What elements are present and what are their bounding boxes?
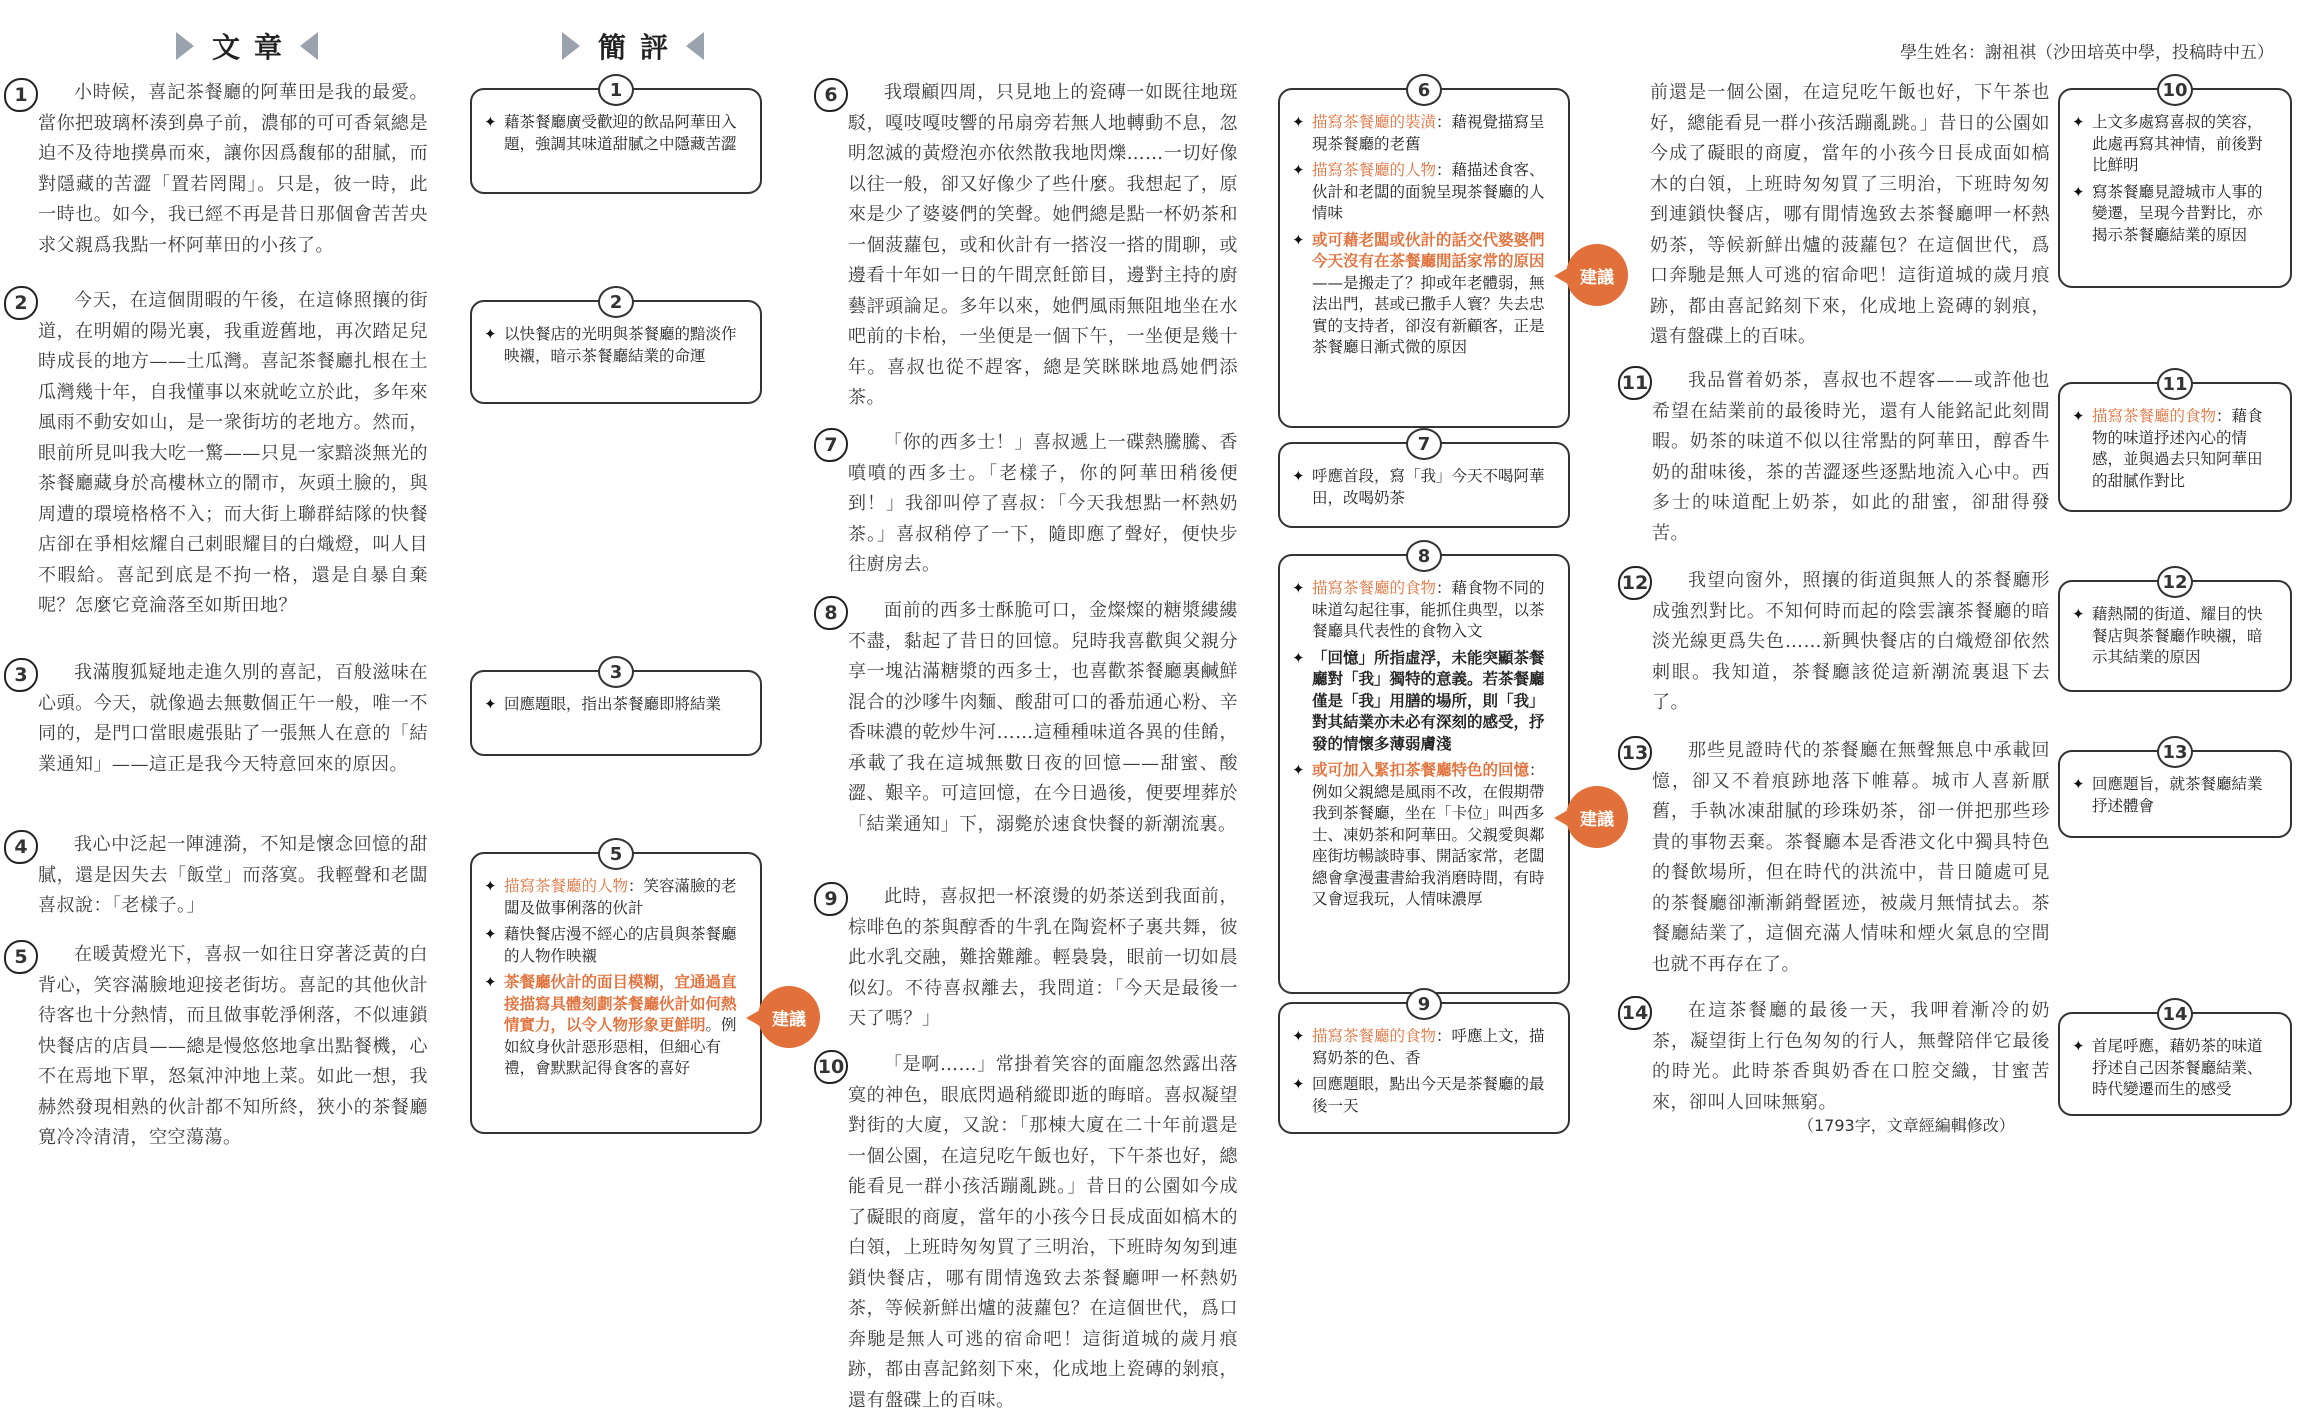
comment-point: ✦ 描寫茶餐廳的人物：笑容滿臉的老闆及做事俐落的伙計 [484, 876, 746, 919]
paragraph-number: 13 [1618, 736, 1652, 770]
comment-point: ✦ 回應題眼，指出茶餐廳即將結業 [484, 694, 746, 716]
paragraph-number: 6 [814, 78, 848, 112]
paragraph-8 [814, 596, 1238, 840]
comment-point: ✦ 描寫茶餐廳的食物：藉食物的味道抒述內心的情感，並與過去只知阿華田的甜膩作對比 [2072, 406, 2276, 492]
paragraph-text: 在暖黃燈光下，喜叔一如往日穿著泛黃的白背心，笑容滿臉地迎接老街坊。喜記的其他伙計待客也十分熱情，而且做事乾淨俐落，不似連鎖快餐店的店員——總是慢悠悠地拿出點餐機，心不在焉地下單，怒氣沖沖地上菜。如此一想，我赫然發現相熟的伙計都不知所終，狹小的茶餐廳寛冷冷清清，空空蕩蕩。 [38, 944, 428, 1148]
comment-7 [1278, 433, 1570, 528]
comment-point: ✦ 藉快餐店漫不經心的店員與茶餐廳的人物作映襯 [484, 924, 746, 967]
paragraph-14 [1618, 996, 2050, 1118]
paragraph-text: 我滿腹狐疑地走進久別的喜記，百般滋味在心頭。今天，就像過去無數個正午一般，唯一不同的，是門口當眼處張貼了一張無人在意的「結業通知」——這正是我今天特意回來的原因。 [38, 662, 428, 775]
paragraph-4 [4, 830, 428, 922]
comment-point: ✦ 「回憶」所指虛浮，未能突顯茶餐廳對「我」獨特的意義。若茶餐廳僅是「我」用膳的場所，則「我」對其結業亦未必有深刻的感受，抒發的情懷多薄弱膚淺 [1292, 648, 1554, 756]
paragraph-text: 小時候，喜記茶餐廳的阿華田是我的最愛。當你把玻璃杯湊到鼻子前，濃郁的可可香氣總是迫不及待地撲鼻而來，讓你因爲馥郁的甜膩，而對隱藏的苦澀「置若罔聞」。只是，彼一時，此一時也。如今，我已經不再是昔日那個會苦苦央求父親爲我點一杯阿華田的小孩了。 [38, 82, 428, 256]
paragraph-number: 1 [4, 78, 38, 112]
review-header: 簡評 [558, 26, 708, 66]
comment-14 [2058, 1003, 2292, 1116]
comment-number: 14 [2157, 998, 2193, 1030]
paragraph-number: 10 [814, 1050, 848, 1084]
paragraph-11 [1618, 366, 2050, 549]
comment-point: ✦ 或可藉老闆或伙計的話交代婆婆們今天沒有在茶餐廳閒話家常的原因——是搬走了？抑或年老體弱，無法出門，甚或已撒手人寰？失去忠實的支持者，卻沒有新顧客，正是茶餐廳日漸式微的原因 [1292, 230, 1554, 359]
comment-number: 6 [1406, 74, 1442, 106]
paragraph-12 [1618, 566, 2050, 719]
comment-number: 5 [598, 838, 634, 870]
comment-point: ✦ 藉茶餐廳廣受歡迎的飲品阿華田入題，強調其味道甜膩之中隱藏苦澀 [484, 112, 746, 155]
comment-number: 8 [1406, 540, 1442, 572]
paragraph-text: 面前的西多士酥脆可口，金燦燦的糖漿縷縷不盡，黏起了昔日的回憶。兒時我喜歡與父親分享一塊沾滿糖漿的西多士，也喜歡茶餐廳裏鹹鮮混合的沙嗲牛肉麵、酸甜可口的番茄通心粉、辛香味濃的乾炒牛河……這種種味道各異的佳餚，承載了我在這城無數日夜的回憶——甜蜜、酸澀、艱辛。可這回憶，在今日過後，便要埋葬於「結業通知」下，溺斃於速食快餐的新潮流裏。 [848, 600, 1238, 835]
paragraph-number: 11 [1618, 366, 1652, 400]
comment-point: ✦ 回應題旨，就茶餐廳結業抒述體會 [2072, 774, 2276, 817]
paragraph-5 [4, 940, 428, 1154]
paragraph-text: 我望向窗外，照攘的街道與無人的茶餐廳形成強烈對比。不知何時而起的陰雲讓茶餐廳的暗淡光線更爲失色……新興快餐店的白熾燈卻依然刺眼。我知道，茶餐廳該從這新潮流裏退下去了。 [1652, 570, 2050, 713]
comment-number: 10 [2157, 74, 2193, 106]
paragraph-number: 4 [4, 830, 38, 864]
comment-5 [470, 843, 762, 1134]
comment-point: ✦ 描寫茶餐廳的食物：藉食物不同的味道勾起往事，能抓住典型，以茶餐廳具代表性的食物入文 [1292, 578, 1554, 643]
comment-6 [1278, 79, 1570, 428]
comment-number: 13 [2157, 736, 2193, 768]
paragraph-number: 9 [814, 882, 848, 916]
paragraph-6 [814, 78, 1238, 414]
paragraph-13 [1618, 736, 2050, 980]
comment-point: ✦ 藉熱鬧的街道、耀目的快餐店與茶餐廳作映襯，暗示其結業的原因 [2072, 604, 2276, 669]
paragraph-number: 5 [4, 940, 38, 974]
paragraph-number: 7 [814, 428, 848, 462]
paragraph-text: 此時，喜叔把一杯滾燙的奶茶送到我面前，棕啡色的茶與醇香的牛乳在陶瓷杯子裏共舞，彼此水乳交融，難捨難離。輕裊裊，眼前一切如晨似幻。不待喜叔離去，我問道：「今天是最後一天了嗎？」 [848, 886, 1238, 1029]
comment-point: ✦ 上文多處寫喜叔的笑容，此處再寫其神情，前後對比鮮明 [2072, 112, 2276, 177]
comment-point: ✦ 描寫茶餐廳的裝潢：藉視覺描寫呈現茶餐廳的老舊 [1292, 112, 1554, 155]
comment-10 [2058, 79, 2292, 288]
comment-point: ✦ 回應題眼，點出今天是茶餐廳的最後一天 [1292, 1074, 1554, 1117]
paragraph-number: 3 [4, 658, 38, 692]
student-name: 學生姓名：謝祖祺（沙田培英中學，投稿時中五） [1900, 43, 2274, 63]
paragraph-3 [4, 658, 428, 780]
comment-number: 12 [2157, 566, 2193, 598]
paragraph-text: 前還是一個公園，在這兒吃午飯也好，下午茶也好，總能看見一群小孩活蹦亂跳。」昔日的公園如今成了礙眼的商廈，當年的小孩今日長成面如槁木的白領，上班時匆匆買了三明治，下班時匆匆到連鎖快餐店，哪有閒情逸致去茶餐廳呷一杯熱奶茶，等候新鮮出爐的菠蘿包？在這個世代，爲口奔馳是無人可逃的宿命吧！這街道城的歲月痕跡，都由喜記銘刻下來，化成地上瓷磚的剝痕，還有盤碟上的百味。 [1650, 82, 2050, 347]
comment-2 [470, 291, 762, 404]
paragraph-text: 「你的西多士！」喜叔遞上一碟熱騰騰、香噴噴的西多士。「老樣子，你的阿華田稍後便到！」我卻叫停了喜叔：「今天我想點一杯熱奶茶。」喜叔稍停了一下，隨即應了聲好，便快步往廚房去。 [848, 432, 1238, 575]
comment-1 [470, 79, 762, 194]
paragraph-10-continued [1650, 78, 2050, 348]
paragraph-text: 今天，在這個閒暇的午後，在這條照攘的街道，在明媚的陽光裏，我重遊舊地，再次踏足兒時成長的地方——土瓜灣。喜記茶餐廳扎根在土瓜灣幾十年，自我懂事以來就屹立於此，多年來風雨不動安如山，是一衆街坊的老地方。然而，眼前所見叫我大吃一驚——只見一家黯淡無光的茶餐廳藏身於高樓林立的鬧市，灰頭土臉的，與周遭的環境格格不入；而大街上聯群結隊的快餐店卻在爭相炫耀自己刺眼耀目的白熾燈，叫人目不暇給。喜記到底是不拘一格，還是自暴自棄呢？怎麼它竟淪落至如斯田地？ [38, 290, 428, 616]
comment-point: ✦ 或可加入緊扣茶餐廳特色的回憶：例如父親總是風雨不改，在假期帶我到茶餐廳，坐在「卡位」叫西多士、凍奶茶和阿華田。父親愛與鄰座街坊暢談時事、開話家常，老闆總會拿漫畫書給我消磨時間，有時又會逗我玩，人情味濃厚 [1292, 760, 1554, 911]
paragraph-number: 14 [1618, 996, 1652, 1030]
paragraph-number: 8 [814, 596, 848, 630]
paragraph-text: 在這茶餐廳的最後一天，我呷着漸冷的奶茶，凝望街上行色匆匆的行人，無聲陪伴它最後的時光。此時茶香與奶香在口腔交織，甘蜜苦來，卻叫人回味無窮。 [1652, 1000, 2050, 1113]
suggestion-badge: 建議 [1566, 244, 1628, 306]
paragraph-text: 我環顧四周，只見地上的瓷磚一如既往地斑駁，嘎吱嘎吱響的吊扇旁若無人地轉動不息，忽明忽滅的黃燈泡亦依然散我地閃爍……一切好像以往一般，卻又好像少了些什麼。我想起了，原來是少了婆婆們的笑聲。她們總是點一杯奶茶和一個菠蘿包，或和伙計有一搭沒一搭的閒聊，或邊看十年如一日的午間烹飪節目，邊對主持的廚藝評頭論足。多年以來，她們風雨無阻地坐在水吧前的卡枱，一坐便是一個下午，一坐便是幾十年。喜叔也從不趕客，總是笑眯眯地爲她們添茶。 [848, 82, 1238, 408]
comment-number: 9 [1406, 988, 1442, 1020]
comment-number: 1 [598, 74, 634, 106]
paragraph-text: 我品嘗着奶茶，喜叔也不趕客——或許他也希望在結業前的最後時光，還有人能銘記此刻間暇。奶茶的味道不似以往常點的阿華田，醇香牛奶的甜味後，茶的苦澀逐些逐點地流入心中。西多士的味道配上奶茶，如此的甜蜜，卻甜得發苦。 [1652, 370, 2050, 544]
paragraph-text: 那些見證時代的茶餐廳在無聲無息中承載回憶，卻又不着痕跡地落下帷幕。城市人喜新厭舊，手執冰凍甜膩的珍珠奶茶，卻一併把那些珍貴的事物丟棄。茶餐廳本是香港文化中獨具特色的餐飲場所，但在時代的洪流中，昔日隨處可見的茶餐廳卻漸漸銷聲匿迹，被歲月無情拭去。茶餐廳結業了，這個充滿人情味和煙火氣息的空間也就不再存在了。 [1652, 740, 2050, 975]
paragraph-9 [814, 882, 1238, 1035]
paragraph-10 [814, 1050, 1238, 1411]
suggestion-badge: 建議 [1566, 786, 1628, 848]
paragraph-2 [4, 286, 428, 622]
comment-number: 2 [598, 286, 634, 318]
comment-point: ✦ 首尾呼應，藉奶茶的味道抒述自己因茶餐廳結業、時代變遷而生的感受 [2072, 1036, 2276, 1101]
comment-8 [1278, 545, 1570, 994]
comment-3 [470, 661, 762, 756]
comment-number: 3 [598, 656, 634, 688]
comment-number: 11 [2157, 368, 2193, 400]
comment-11 [2058, 373, 2292, 512]
comment-point: ✦ 寫茶餐廳見證城市人事的變遷，呈現今昔對比，亦揭示茶餐廳結業的原因 [2072, 182, 2276, 247]
paragraph-7 [814, 428, 1238, 581]
comment-9 [1278, 993, 1570, 1134]
comment-13 [2058, 741, 2292, 838]
comment-point: ✦ 茶餐廳伙計的面目模糊，宜通過直接描寫具體刻劃茶餐廳伙計如何熱情實力，以令人物形象更鮮明。例如紋身伙計惡形惡相，但細心有禮，會默默記得食客的喜好 [484, 972, 746, 1080]
paragraph-text: 「是啊……」常掛着笑容的面龐忽然露出落寞的神色，眼底閃過稍縱即逝的晦暗。喜叔凝望對街的大廈，又說：「那棟大廈在二十年前還是一個公園，在這兒吃午飯也好，下午茶也好，總能看見一群小孩活蹦亂跳。」昔日的公園如今成了礙眼的商廈，當年的小孩今日長成面如槁木的白領，上班時匆匆買了三明治，下班時匆匆到連鎖快餐店，哪有閒情逸致去茶餐廳呷一杯熱奶茶，等候新鮮出爐的菠蘿包？在這個世代，爲口奔馳是無人可逃的宿命吧！這街道城的歲月痕跡，都由喜記銘刻下來，化成地上瓷磚的剝痕，還有盤碟上的百味。 [848, 1054, 1238, 1411]
paragraph-number: 12 [1618, 566, 1652, 600]
paragraph-1 [4, 78, 428, 261]
suggestion-badge: 建議 [758, 986, 820, 1048]
comment-point: ✦ 以快餐店的光明與茶餐廳的黯淡作映襯，暗示茶餐廳結業的命運 [484, 324, 746, 367]
paragraph-text: 我心中泛起一陣漣漪，不知是懷念回憶的甜膩，還是因失去「飯堂」而落寞。我輕聲和老闆喜叔說：「老樣子。」 [38, 834, 428, 916]
paragraph-number: 2 [4, 286, 38, 320]
comment-12 [2058, 571, 2292, 692]
comment-point: ✦ 呼應首段，寫「我」今天不喝阿華田，改喝奶茶 [1292, 466, 1554, 509]
comment-number: 7 [1406, 428, 1442, 460]
word-count-note: （1793字，文章經編輯修改） [1798, 1116, 2015, 1135]
article-header: 文章 [172, 26, 322, 66]
comment-point: ✦ 描寫茶餐廳的食物：呼應上文，描寫奶茶的色、香 [1292, 1026, 1554, 1069]
comment-point: ✦ 描寫茶餐廳的人物：藉描述食客、伙計和老闆的面貌呈現茶餐廳的人情味 [1292, 160, 1554, 225]
